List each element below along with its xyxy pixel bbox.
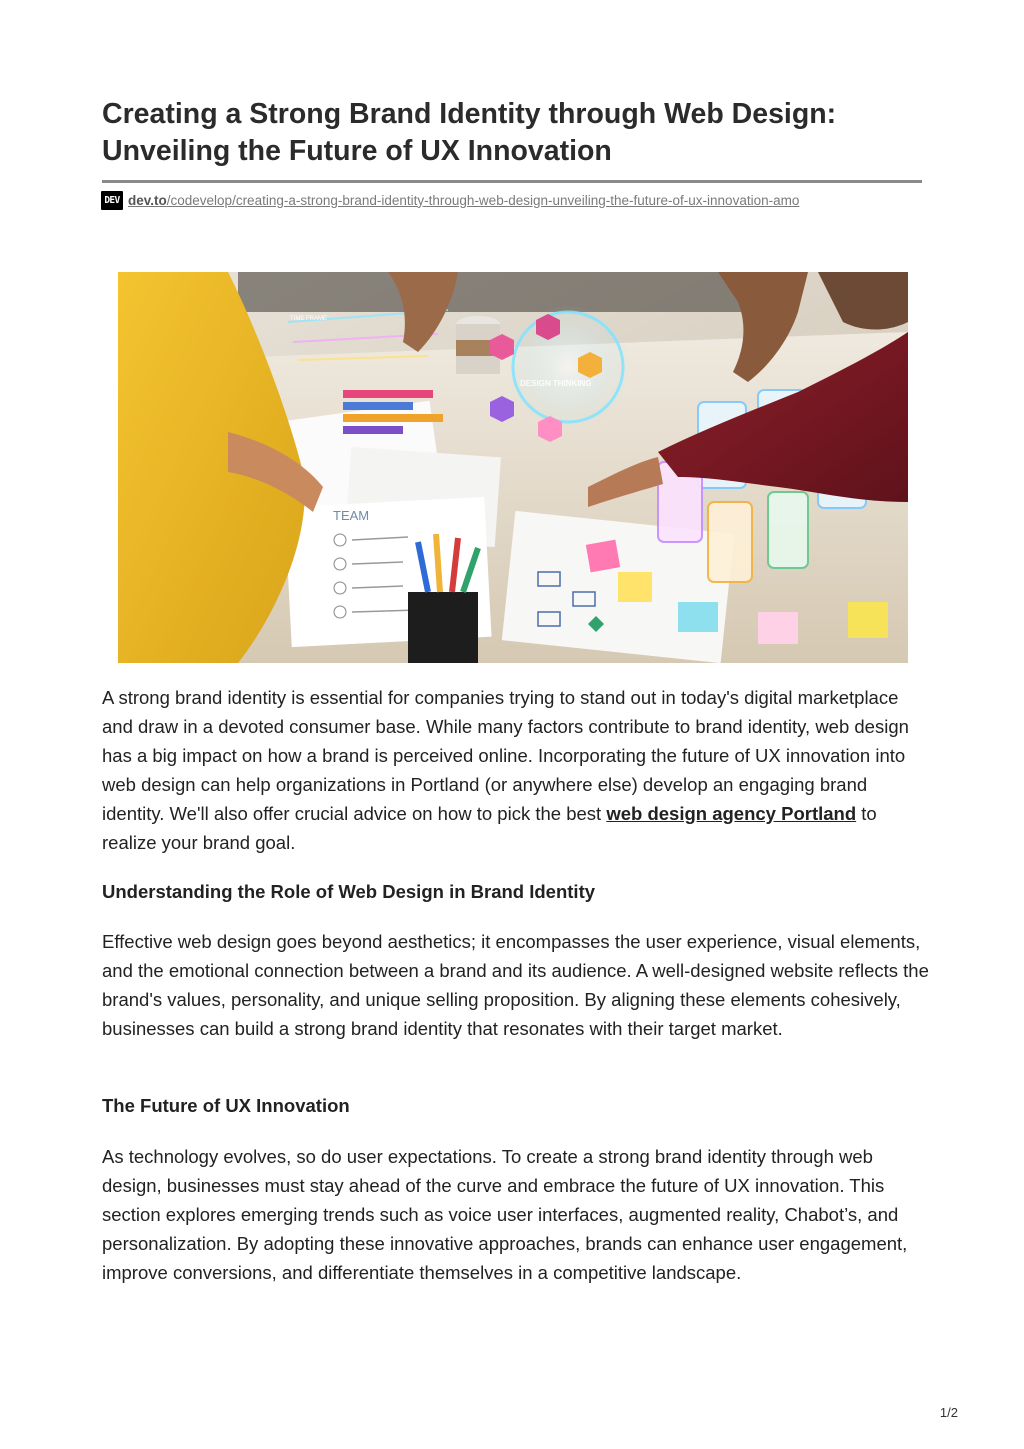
source-domain: dev.to: [128, 192, 167, 208]
source-path: /codevelop/creating-a-strong-brand-identity-through-web-design-unveiling-the-future-of-ux-innovation-amo: [166, 192, 800, 208]
intro-text-after: to realize your brand goal.: [102, 803, 877, 853]
dev-logo-icon: DEV: [101, 191, 123, 210]
section-heading-future: The Future of UX Innovation: [102, 1095, 350, 1116]
intro-paragraph: [102, 683, 932, 857]
section-paragraph-role: Effective web design goes beyond aesthetics; it encompasses the user experience, visual elements, and the emotional connection between a brand and its audience. A well-designed website reflects the brand's values, personality, and unique selling proposition. By aligning these elements cohesively, businesses can build a strong brand identity that resonates with their target market.: [102, 931, 929, 1039]
hero-label-time-frame: TIME FRAME: [290, 316, 327, 322]
page-title: Creating a Strong Brand Identity through Web Design: Unveiling the Future of UX Innovation: [102, 98, 837, 167]
page-number: 1/2: [939, 1405, 958, 1420]
title-divider: [102, 180, 922, 183]
source-link-row: [101, 190, 931, 210]
hero-image: [118, 272, 908, 663]
hero-label-design-thinking: DESIGN THINKING: [520, 379, 592, 388]
hero-label-team: TEAM: [333, 508, 370, 523]
section-heading-role: Understanding the Role of Web Design in Brand Identity: [102, 881, 596, 902]
web-design-agency-link[interactable]: web design agency Portland: [606, 803, 857, 824]
intro-text-before: A strong brand identity is essential for companies trying to stand out in today's digital marketplace and draw in a devoted consumer base. While many factors contribute to brand identity, web design has a big impact on how a brand is perceived online. Incorporating the future of UX innovation into web design can help organizations in Portland (or anywhere else) develop an engaging brand identity. We'll also offer crucial advice on how to pick the best: [102, 687, 909, 824]
source-url-link[interactable]: [128, 193, 799, 208]
hero-illustration: [118, 272, 908, 663]
section-paragraph-future: As technology evolves, so do user expectations. To create a strong brand identity through web design, businesses must stay ahead of the curve and embrace the future of UX innovation. This section explores emerging trends such as voice user interfaces, augmented reality, Chabot’s, and personalization. By adopting these innovative approaches, brands can enhance user engagement, improve conversions, and differentiate themselves in a competitive landscape.: [102, 1146, 908, 1283]
